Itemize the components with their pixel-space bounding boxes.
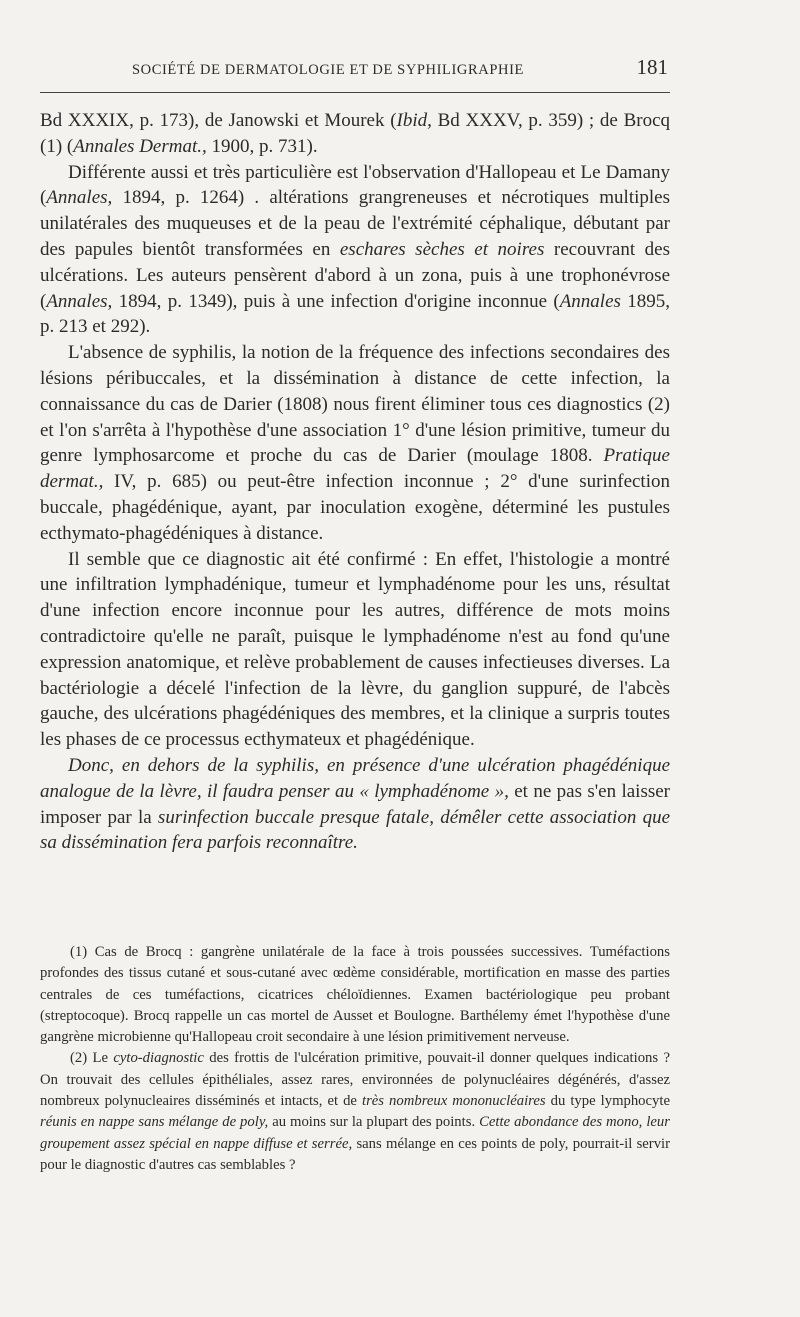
text-run: Bd XXXIX, p. 173), de Janowski et Mourek (	[40, 110, 397, 131]
text-run: (2) Le	[70, 1050, 114, 1067]
text-run: recouvrant des ulcérations. Les auteurs pensèrent d'abord à un zona, puis à une trophonévrose (	[40, 238, 670, 312]
italic-text-run: Pratique dermat.,	[40, 445, 670, 493]
paragraph	[40, 753, 670, 856]
paragraph	[40, 340, 670, 546]
text-run: Différente aussi et très particulière est l'observation d'Hallopeau et Le Damany (	[40, 161, 670, 209]
paragraph	[40, 160, 670, 341]
footnote	[40, 1048, 670, 1176]
italic-text-run: très nombreux mononucléaires	[361, 1093, 546, 1110]
text-run: des frottis de l'ulcération primitive, pouvait-il donner quelques indications ? On trouvait des cellules épithéliales, assez rares, environnées de polynucléaires dégénérés, d'assez nombreux polynucleaires disséminés et intacts, et de	[40, 1050, 670, 1110]
page-number: 181	[636, 55, 668, 79]
text-run: 1895, p. 213 et 292).	[40, 290, 671, 338]
text-run: 1900, p. 731).	[206, 135, 318, 157]
text-run: du type lymphocyte	[545, 1093, 670, 1110]
header-rule	[40, 92, 670, 93]
italic-text-run: cyto-diagnostic	[113, 1050, 204, 1067]
italic-text-run: Ibid,	[396, 110, 432, 131]
page-header	[40, 55, 670, 83]
text-run: (1) Cas de Brocq : gangrène unilatérale de la face à trois poussées successives. Tuméfactions profondes des tissus cutané et sous-cutané avec œdème considérable, mortification en masse des parties centrales de ces tuméfactions, cicatrices chéloïdiennes. Examen bactériologique peu probant (streptocoque). Brocq rappelle un cas mortel de Ausset et Boulogne. Barthélemy émet l'hypothèse d'une gangrène microbienne qu'Hallopeau croit secondaire à une lésion primitivement nerveuse.	[40, 944, 670, 1046]
text-run: au moins sur la plupart des points.	[268, 1114, 480, 1131]
footnotes	[40, 942, 670, 1176]
text-run: IV, p. 685) ou peut-être infection inconnue ; 2° d'une surinfection buccale, phagédénique, ayant, par inoculation exogène, déterminé les pustules ecthymato-phagédéniques à distance.	[40, 471, 670, 544]
text-run: sans mélange en ces points de poly, pourrait-il servir pour le diagnostic d'autres cas semblables ?	[40, 1135, 671, 1173]
italic-text-run: réunis en nappe sans mélange de poly,	[40, 1114, 269, 1131]
italic-text-run: surinfection buccale presque fatale, démêler cette association que sa dissémination fera parfois reconnaître.	[40, 806, 670, 854]
footnote	[40, 942, 670, 1048]
text-run: Il semble que ce diagnostic ait été confirmé : En effet, l'histologie a montré une infiltration lymphadénique, tumeur et lymphadénome pour les uns, résultat d'une infection encore inconnue pour les autres, différence de mots moins contradictoire qu'elle ne paraît, puisque le lymphadénome n'est au fond qu'une expression anatomique, et relève probablement de causes infectieuses diverses. La bactériologie a décelé l'infection de la lèvre, du ganglion suppuré, de l'abcès gauche, des ulcérations phagédéniques des membres, et la clinique a surpris toutes les phases de ce processus ecthymateux et phagédénique.	[40, 548, 670, 751]
italic-text-run: Annales,	[46, 290, 113, 312]
italic-text-run: Annales Dermat.,	[73, 135, 207, 157]
text-run: L'absence de syphilis, la notion de la fréquence des infections secondaires des lésions péribuccales, et la dissémination à distance de cette infection, la connaissance du cas de Darier (1808) nous firent éliminer tous ces diagnostics (2) et l'on s'arrêta à l'hypothèse d'une association 1° d'une lésion primitive, tumeur du genre lymphosarcome et proche du cas de Darier (moulage 1808.	[40, 342, 670, 467]
italic-text-run: Annales	[559, 290, 621, 312]
italic-text-run: Cette abondance des mono, leur groupement assez spécial en nappe diffuse et serrée,	[40, 1114, 670, 1152]
italic-text-run: Donc, en dehors de la syphilis, en présence d'une ulcération phagédénique analogue de la lèvre, il faudra penser au « lymphadénome »,	[40, 754, 670, 802]
body-text	[40, 108, 670, 856]
running-title: SOCIÉTÉ DE DERMATOLOGIE ET DE SYPHILIGRAPHIE	[132, 62, 524, 78]
paragraph	[40, 547, 670, 753]
text-run: 1894, p. 1349), puis à une infection d'origine inconnue (	[112, 290, 560, 312]
paragraph	[40, 108, 670, 160]
text-run: 1894, p. 1264) . altérations grangreneuses et nécrotiques multiples unilatérales des muqueuses et de la peau de l'extrémité céphalique, débutant par des papules bientôt transformées en	[40, 187, 670, 260]
text-run: et ne pas s'en laisser imposer par la	[40, 780, 670, 828]
italic-text-run: eschares sèches et noires	[339, 238, 545, 260]
italic-text-run: Annales,	[46, 187, 113, 209]
text-run: Bd XXXV, p. 359) ; de Brocq (1) (	[40, 110, 670, 157]
